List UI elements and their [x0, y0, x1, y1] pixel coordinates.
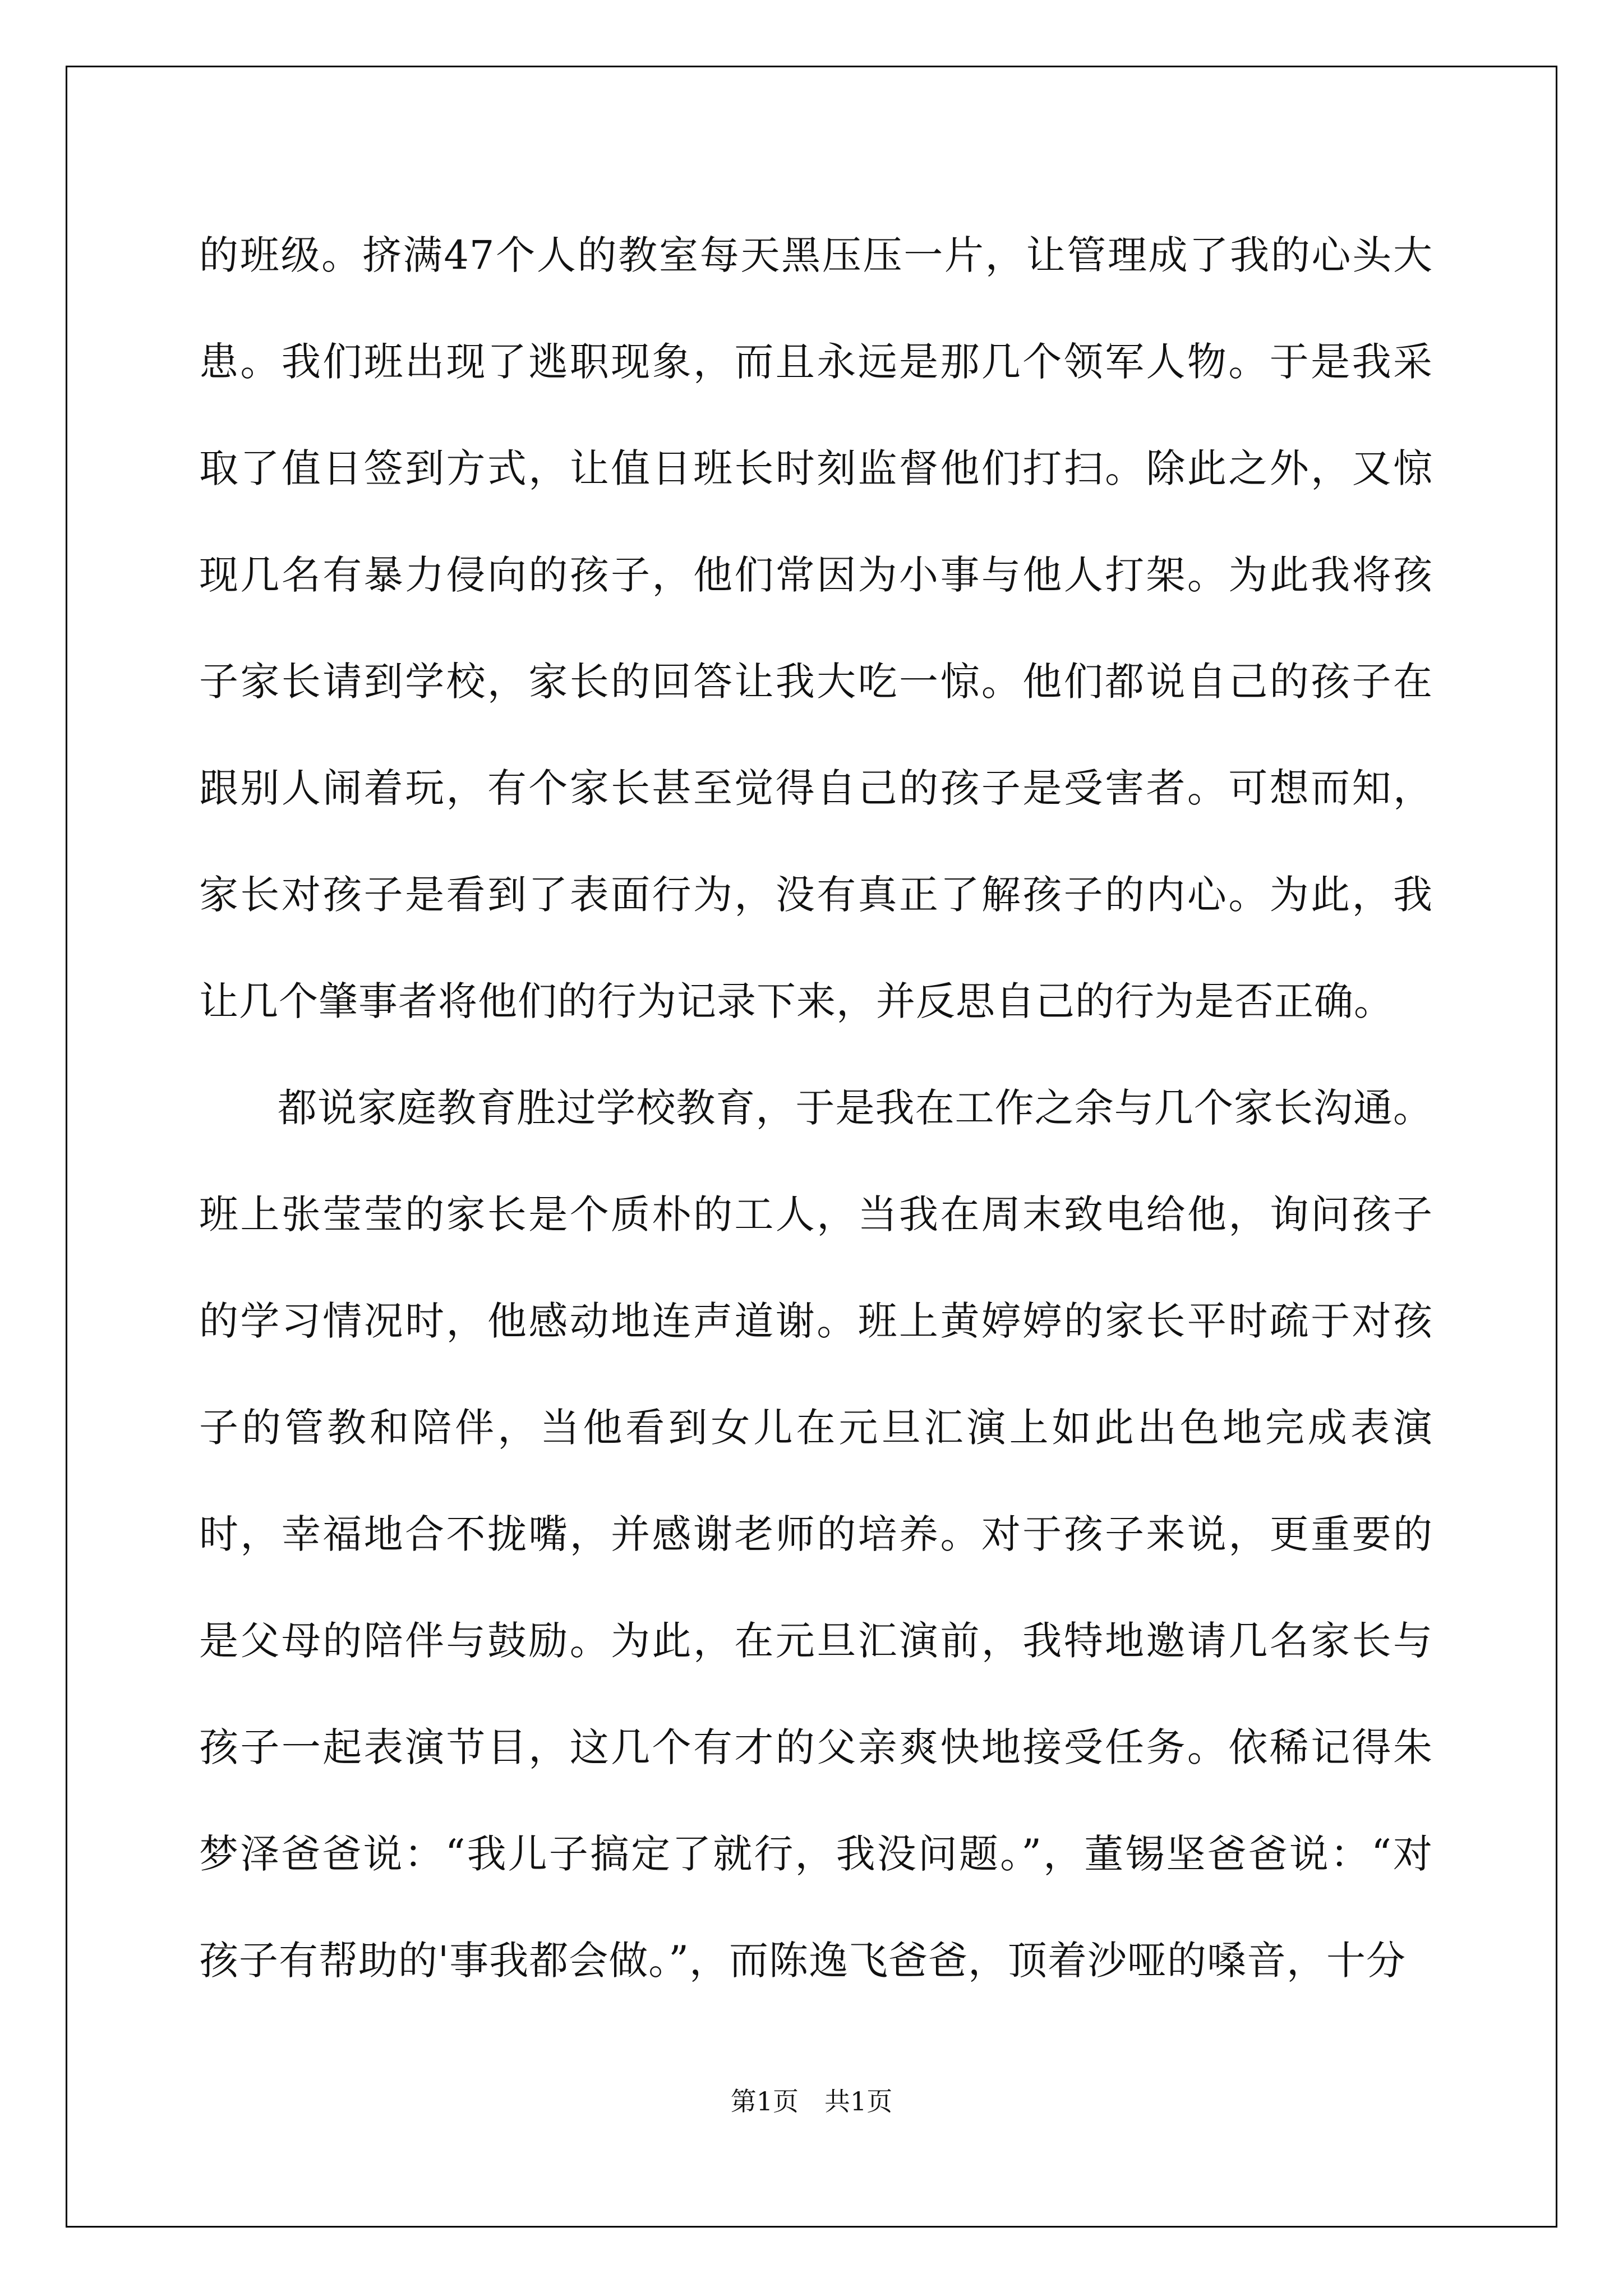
page-number-total: 共1页: [824, 2086, 893, 2116]
page-number-current: 第1页: [730, 2086, 799, 2116]
paragraph-family-education: 都说家庭教育胜过学校教育，于是我在工作之余与几个家长沟通。班上张莹莹的家长是个质朴的工人，当我在周末致电给他，询问孩子的学习情况时，他感动地连声道谢。班上黄婷婷的家长平时疏于对孩子的管教和陪伴，当他看到女儿在元旦汇演上如此出色地完成表演时，幸福地合不拢嘴，并感谢老师的培养。对于孩子来说，更重要的是父母的陪伴与鼓励。为此，在元旦汇演前，我特地邀请几名家长与孩子一起表演节目，这几个有才的父亲爽快地接受任务。依稀记得朱梦泽爸爸说：“我儿子搞定了就行，我没问题。”，董锡坚爸爸说：“对孩子有帮助的'事我都会做。”，而陈逸飞爸爸，顶着沙哑的嗓音，十分: [199, 1085, 1433, 1984]
document-body: [199, 202, 1433, 2014]
page-footer: [0, 2086, 1623, 2117]
paragraph-continued: 的班级。挤满47个人的教室每天黑压压一片，让管理成了我的心头大患。我们班出现了逃职现象，而且永远是那几个领军人物。于是我采取了值日签到方式，让值日班长时刻监督他们打扫。除此之外，又惊现几名有暴力侵向的孩子，他们常因为小事与他人打架。为此我将孩子家长请到学校，家长的回答让我大吃一惊。他们都说自己的孩子在跟别人闹着玩，有个家长甚至觉得自己的孩子是受害者。可想而知，家长对孩子是看到了表面行为，没有真正了解孩子的内心。为此，我让几个肇事者将他们的行为记录下来，并反思自己的行为是否正确。: [199, 232, 1433, 1024]
